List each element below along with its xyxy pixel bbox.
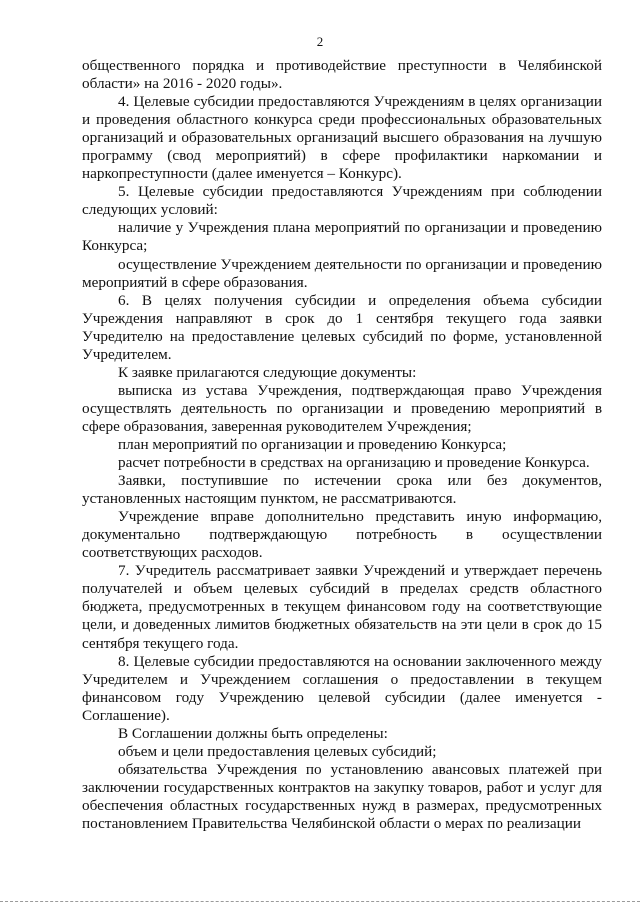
paragraph-item-6: 6. В целях получения субсидии и определения объема субсидии Учреждения направляют в срок до 1 сентября текущего года заявки Учредителю на предоставление целевых субсидий по форме, установленной Учредителем. bbox=[82, 291, 602, 363]
paragraph-condition-activity: осуществление Учреждением деятельности по организации и проведению мероприятий в сфере образования. bbox=[82, 255, 602, 291]
bottom-edge-line bbox=[0, 901, 640, 902]
page-number: 2 bbox=[316, 34, 324, 49]
paragraph-attachments-intro: К заявке прилагаются следующие документы: bbox=[118, 363, 417, 381]
paragraph-continuation: общественного порядка и противодействие преступности в Челябинской области» на 2016 - 2020 годы». bbox=[82, 57, 602, 93]
paragraph-attachment-plan: план мероприятий по организации и проведению Конкурса; bbox=[118, 435, 507, 453]
paragraph-agreement-obligations: обязательства Учреждения по установлению авансовых платежей при заключении государственных контрактов на закупку товаров, работ и услуг для обеспечения областных государственных нужд в размерах, предусмотренных постановлением Правительства Челябинской области о мерах по реализации bbox=[82, 760, 602, 832]
paragraph-additional-info: Учреждение вправе дополнительно представить иную информацию, документально подтверждающую потребность в осуществлении соответствующих расходов. bbox=[82, 508, 602, 562]
paragraph-late-applications: Заявки, поступившие по истечении срока или без документов, установленных настоящим пунктом, не рассматриваются. bbox=[82, 472, 602, 508]
paragraph-item-5: 5. Целевые субсидии предоставляются Учреждениям при соблюдении следующих условий: bbox=[82, 183, 602, 219]
paragraph-item-7: 7. Учредитель рассматривает заявки Учреждений и утверждает перечень получателей и объем целевых субсидий в пределах средств областного бюджета, предусмотренных в текущем финансовом году на соответствующие цели, и доведенных лимитов бюджетных обязательств на эти цели в срок до 15 сентября текущего года. bbox=[82, 562, 602, 652]
paragraph-item-4: 4. Целевые субсидии предоставляются Учреждениям в целях организации и проведения областного конкурса среди профессиональных образовательных организаций и образовательных организаций высшего образования на лучшую программу (свод мероприятий) в сфере профилактики наркомании и наркопреступности (далее именуется – Конкурс). bbox=[82, 93, 602, 183]
paragraph-agreement-amount: объем и цели предоставления целевых субсидий; bbox=[118, 742, 437, 760]
paragraph-attachment-calculation: расчет потребности в средствах на организацию и проведение Конкурса. bbox=[118, 454, 590, 472]
paragraph-item-8: 8. Целевые субсидии предоставляются на основании заключенного между Учредителем и Учреждением соглашения о предоставлении в текущем финансовом году Учреждению целевой субсидии (далее именуется - Соглашение). bbox=[82, 652, 602, 724]
document-body bbox=[82, 57, 602, 833]
paragraph-attachment-charter: выписка из устава Учреждения, подтверждающая право Учреждения осуществлять деятельность по организации и проведению мероприятий в сфере образования, заверенная руководителем Учреждения; bbox=[82, 381, 602, 435]
paragraph-condition-plan: наличие у Учреждения плана мероприятий по организации и проведению Конкурса; bbox=[82, 219, 602, 255]
paragraph-agreement-intro: В Соглашении должны быть определены: bbox=[118, 724, 388, 742]
